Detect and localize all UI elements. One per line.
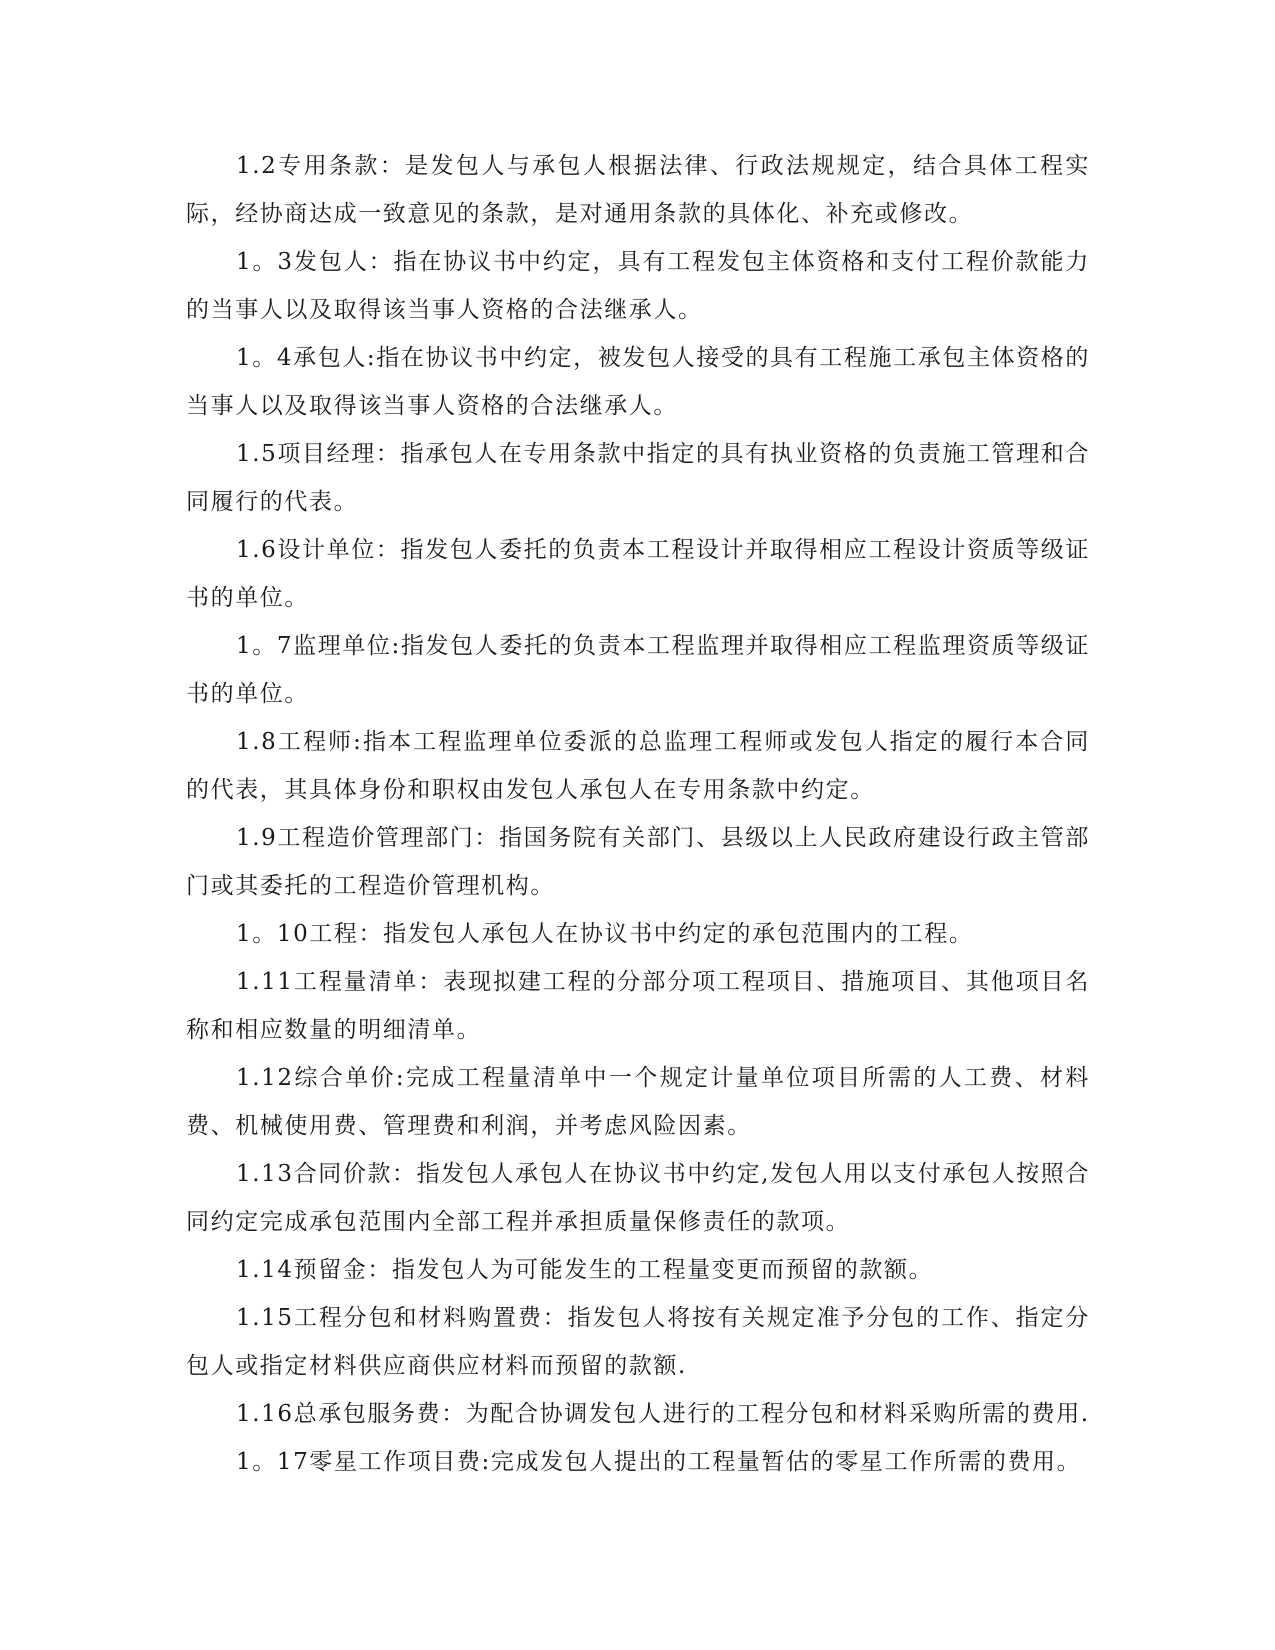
clause-1-15: 1.15工程分包和材料购置费：指发包人将按有关规定准予分包的工作、指定分包人或指定材料供应商供应材料而预留的款额. xyxy=(186,1305,1090,1379)
clause-1-2: 1.2专用条款：是发包人与承包人根据法律、行政法规规定，结合具体工程实际，经协商达成一致意见的条款，是对通用条款的具体化、补充或修改。 xyxy=(186,153,1090,227)
clause-1-3: 1。3发包人：指在协议书中约定，具有工程发包主体资格和支付工程价款能力的当事人以及取得该当事人资格的合法继承人。 xyxy=(186,249,1090,323)
clause-1-13: 1.13合同价款：指发包人承包人在协议书中约定,发包人用以支付承包人按照合同约定完成承包范围内全部工程并承担质量保修责任的款项。 xyxy=(186,1161,1090,1235)
clause-1-17: 1。17零星工作项目费:完成发包人提出的工程量暂估的零星工作所需的费用。 xyxy=(236,1449,1082,1475)
document-body xyxy=(186,142,1090,1486)
clause-1-12: 1.12综合单价:完成工程量清单中一个规定计量单位项目所需的人工费、材料费、机械使用费、管理费和利润，并考虑风险因素。 xyxy=(186,1065,1090,1139)
clause-1-9: 1.9工程造价管理部门：指国务院有关部门、县级以上人民政府建设行政主管部门或其委托的工程造价管理机构。 xyxy=(186,825,1090,899)
clause-1-5: 1.5项目经理：指承包人在专用条款中指定的具有执业资格的负责施工管理和合同履行的代表。 xyxy=(186,441,1090,515)
clause-1-14: 1.14预留金：指发包人为可能发生的工程量变更而预留的款额。 xyxy=(236,1257,934,1283)
clause-1-16: 1.16总承包服务费：为配合协调发包人进行的工程分包和材料采购所需的费用. xyxy=(236,1401,1090,1427)
clause-1-7: 1。7监理单位:指发包人委托的负责本工程监理并取得相应工程监理资质等级证书的单位。 xyxy=(186,633,1090,707)
clause-1-8: 1.8工程师:指本工程监理单位委派的总监理工程师或发包人指定的履行本合同的代表，其具体身份和职权由发包人承包人在专用条款中约定。 xyxy=(186,729,1090,803)
clause-1-6: 1.6设计单位：指发包人委托的负责本工程设计并取得相应工程设计资质等级证书的单位。 xyxy=(186,537,1090,611)
clause-1-4: 1。4承包人:指在协议书中约定，被发包人接受的具有工程施工承包主体资格的当事人以及取得该当事人资格的合法继承人。 xyxy=(186,345,1090,419)
clause-1-11: 1.11工程量清单：表现拟建工程的分部分项工程项目、措施项目、其他项目名称和相应数量的明细清单。 xyxy=(186,969,1090,1043)
clause-1-10: 1。10工程：指发包人承包人在协议书中约定的承包范围内的工程。 xyxy=(236,921,974,947)
